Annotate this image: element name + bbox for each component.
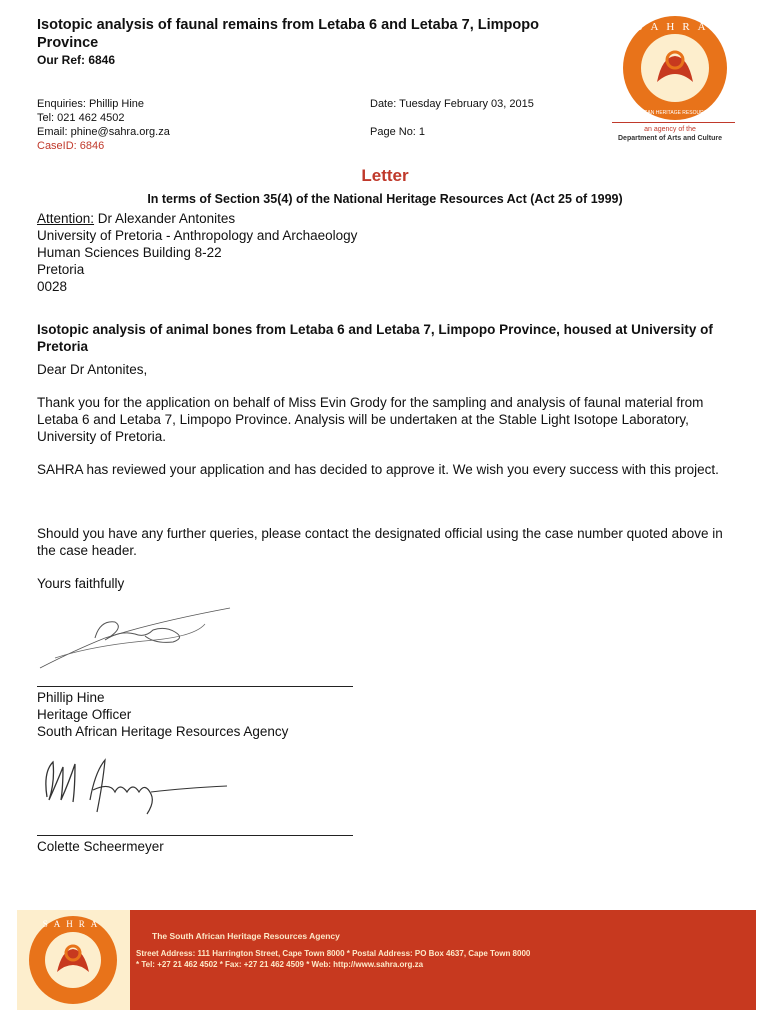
our-ref: Our Ref: 6846 bbox=[37, 53, 116, 67]
subject-line: Isotopic analysis of animal bones from Letaba 6 and Letaba 7, Limpopo Province, housed at University of Pretoria bbox=[37, 322, 713, 354]
enquiries: Enquiries: Phillip Hine bbox=[37, 98, 144, 110]
signatory-role: Heritage Officer bbox=[37, 707, 132, 722]
agency-line-1: an agency of the bbox=[644, 126, 696, 133]
agency-divider bbox=[612, 122, 735, 123]
page-number: Page No: 1 bbox=[370, 126, 426, 138]
signature-phillip-hine bbox=[35, 600, 235, 675]
closing: Yours faithfully bbox=[37, 576, 125, 591]
footer-contact bbox=[136, 948, 736, 970]
svg-text:SOUTH AFRICAN HERITAGE RESOURC: SOUTH AFRICAN HERITAGE RESOURCES AGENCY bbox=[613, 110, 737, 116]
case-id: CaseID: 6846 bbox=[37, 140, 105, 152]
paragraph: SAHRA has reviewed your application and has decided to approve it. We wish you every success with this project. bbox=[37, 462, 719, 477]
footer-sahra-logo bbox=[17, 910, 130, 1010]
letter-date: Date: Tuesday February 03, 2015 bbox=[370, 98, 534, 110]
attention-line bbox=[37, 210, 357, 227]
salutation: Dear Dr Antonites, bbox=[37, 362, 148, 377]
footer-address: Street Address: 111 Harrington Street, Cape Town 8000 * Postal Address: PO Box 4637, Cape Town 8000 bbox=[136, 949, 531, 958]
paragraph: Thank you for the application on behalf of Miss Evin Grody for the sampling and analysis of faunal material from Letaba 6 and Letaba 7, Limpopo Province. Analysis will be undertaken at the Stable Light Isotope Laboratory, University of Pretoria. bbox=[37, 395, 704, 444]
sahra-logo bbox=[612, 12, 738, 124]
svg-text:SAHRA: SAHRA bbox=[636, 21, 714, 33]
signatory-name: Phillip Hine bbox=[37, 690, 105, 705]
signatory-block bbox=[37, 689, 288, 740]
paragraph: Should you have any further queries, please contact the designated official using the case number quoted above in the case header. bbox=[37, 526, 723, 558]
agency-caption bbox=[605, 125, 735, 143]
svg-text:SAHRA: SAHRA bbox=[42, 919, 104, 929]
letter-heading: Letter bbox=[361, 166, 409, 185]
address-line: Pretoria bbox=[37, 262, 85, 277]
signatory-name: Colette Scheermeyer bbox=[37, 839, 164, 854]
address-line: University of Pretoria - Anthropology and Archaeology bbox=[37, 228, 358, 243]
enquiries-block bbox=[37, 97, 170, 153]
signature-colette-scheermeyer bbox=[35, 752, 235, 822]
signature-line bbox=[37, 835, 353, 836]
agency-line-2: Department of Arts and Culture bbox=[618, 135, 722, 142]
legal-terms: In terms of Section 35(4) of the National Heritage Resources Act (Act 25 of 1999) bbox=[147, 192, 623, 206]
footer-phone-web: * Tel: +27 21 462 4502 * Fax: +27 21 462 4509 * Web: http://www.sahra.org.za bbox=[136, 960, 424, 969]
signatory-org: South African Heritage Resources Agency bbox=[37, 724, 289, 739]
attention-name: Dr Alexander Antonites bbox=[94, 211, 236, 226]
footer-agency-name: The South African Heritage Resources Agency bbox=[152, 931, 340, 941]
telephone: Tel: 021 462 4502 bbox=[37, 112, 125, 124]
recipient-address bbox=[37, 210, 357, 295]
address-line: Human Sciences Building 8-22 bbox=[37, 245, 222, 260]
signature-line bbox=[37, 686, 353, 687]
address-line: 0028 bbox=[37, 279, 68, 294]
document-title: Isotopic analysis of faunal remains from Letaba 6 and Letaba 7, Limpopo Province bbox=[37, 17, 539, 51]
email: Email: phine@sahra.org.za bbox=[37, 126, 170, 138]
attention-label: Attention: bbox=[37, 211, 95, 226]
